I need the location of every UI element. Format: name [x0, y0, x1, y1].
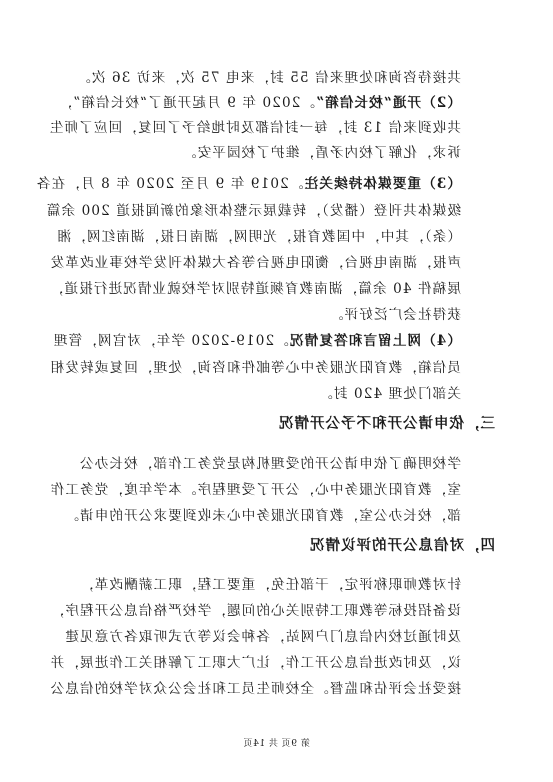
- text-line: 获得社会广泛好评。: [328, 307, 461, 323]
- page-footer: 第 9页 共 14页: [243, 739, 310, 749]
- text-line: 议，及时改进信息公开工作，让广大职工了解相关工作进展，并: [49, 655, 461, 671]
- text-line: 室，教育阳光服务中心，公开了受理程序。本学年度，党务工作: [49, 482, 461, 498]
- text-line: 级媒体共刊登（播发），转载展示整体形象的新闻报道 200 余篇: [45, 203, 461, 219]
- text-line: 接受社会评估和监督。全校师生员工和社会公众对学校的信息公: [49, 681, 461, 697]
- text-line: 部，校长办公室，教育阳光服务中心未收到要求公开的申请。: [64, 508, 461, 524]
- text-line-rest: 。2019-2020 学年，对官网，管理: [52, 333, 289, 349]
- text-line: 员信箱，教育阳光服务中心等邮件和咨询，处理，回复或转发相: [49, 360, 461, 376]
- text-line: 及时通过校内信息门户网站，各种会议等方式听取各方意见建: [64, 629, 461, 645]
- subheading: （4）网上留言和答复情况: [288, 333, 461, 349]
- text-line: [35, 172, 461, 196]
- text-line: 共收到来信 13 封，每一封信都及时地给予了回复，回应了师生: [48, 120, 461, 136]
- text-line: [57, 91, 461, 115]
- subheading: （2）开通“校长信箱”: [315, 95, 461, 111]
- text-line: （条），其中，中国教育报，光明网，湖南日报，湖南红网，湘: [56, 229, 461, 245]
- section-heading: 三，依申请公开和不予公开情况: [278, 415, 495, 432]
- text-line: 诉求，化解了校内矛盾，维护了校园平安。: [181, 145, 461, 161]
- text-line: [52, 329, 461, 353]
- text-line-rest: 。2020 年 9 月起开通了“校长信箱”，: [57, 95, 316, 111]
- text-line: 声报，湖南电视台，衡阳电视台等各大媒体刊发学校事业改革发: [49, 255, 461, 271]
- text-line: 设备招投标等教职工特别关心的问题，学校严格信息公开程序，: [49, 603, 461, 619]
- text-line: 针对教师职称评定，干部任免，重要工程，职工薪酬改革，: [78, 577, 461, 593]
- section-heading: 四，对信息公开的评议情况: [309, 537, 495, 554]
- text-line: 展稿件 40 余篇，湖南教育频道特别对学校就业情况进行报道，: [48, 281, 461, 297]
- text-line: 共接待咨询和处理来信 55 封，来电 75 次，来访 36 次。: [76, 70, 461, 86]
- text-line: 关部门处理 420 封。: [318, 386, 461, 402]
- text-line: 学校明确了依申请公开的受理机构是党务工作部，校长办公: [78, 456, 461, 472]
- text-line-rest: 。2019 年 9 月至 2020 年 8 月，在各: [35, 176, 304, 192]
- subheading: （3）重要媒体持续关注: [303, 176, 461, 192]
